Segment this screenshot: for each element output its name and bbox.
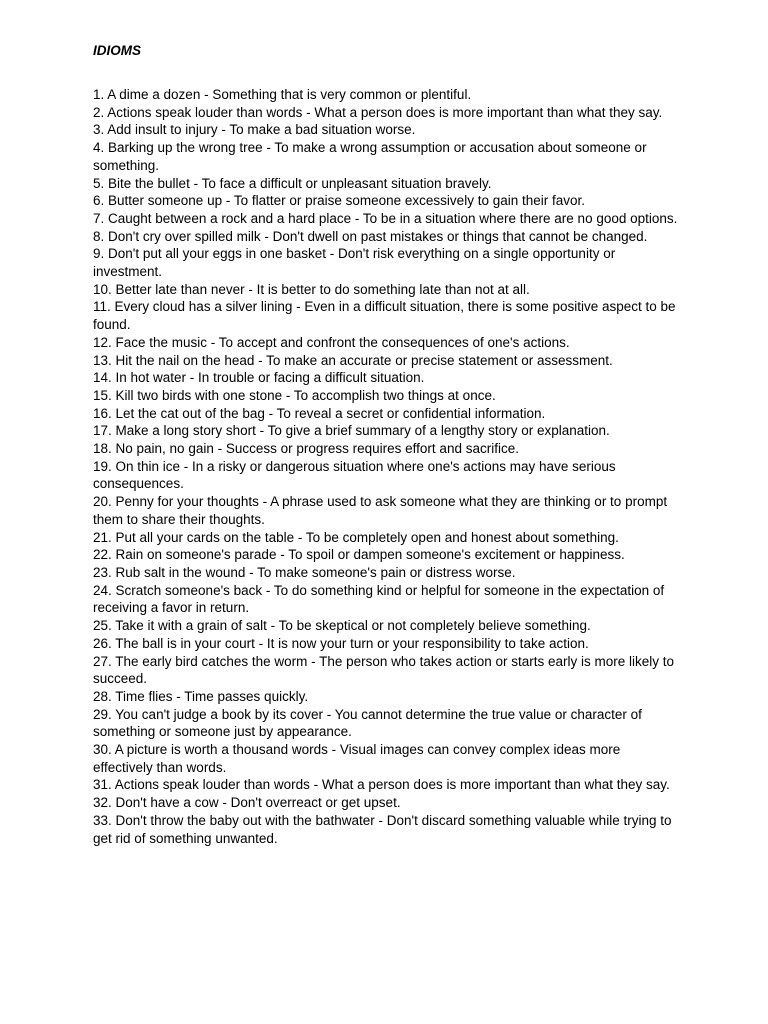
idiom-item: 21. Put all your cards on the table - To be completely open and honest about something. xyxy=(93,529,619,545)
idiom-item: 33. Don't throw the baby out with the bathwater - Don't discard something valuable while trying to get rid of something unwanted. xyxy=(93,812,672,846)
idiom-item: 1. A dime a dozen - Something that is very common or plentiful. xyxy=(93,87,472,102)
idiom-item: 12. Face the music - To accept and confront the consequences of one's actions. xyxy=(93,334,570,350)
idiom-item: 32. Don't have a cow - Don't overreact or get upset. xyxy=(93,795,401,811)
document-title: IDIOMS xyxy=(93,43,142,58)
idiom-item: 31. Actions speak louder than words - What a person does is more important than what they say. xyxy=(93,777,670,793)
idiom-item: 7. Caught between a rock and a hard place - To be in a situation where there are no good options. xyxy=(93,210,678,226)
idiom-item: 19. On thin ice - In a risky or dangerous situation where one's actions may have serious consequences. xyxy=(93,458,616,492)
idiom-item: 5. Bite the bullet - To face a difficult or unpleasant situation bravely. xyxy=(93,175,492,191)
idiom-item: 11. Every cloud has a silver lining - Even in a difficult situation, there is some positive aspect to be found. xyxy=(93,299,676,333)
idiom-item: 9. Don't put all your eggs in one basket - Don't risk everything on a single opportunity or investment. xyxy=(93,246,616,280)
idiom-item: 22. Rain on someone's parade - To spoil or dampen someone's excitement or happiness. xyxy=(93,547,625,563)
idiom-item: 16. Let the cat out of the bag - To reveal a secret or confidential information. xyxy=(93,405,546,421)
idiom-item: 10. Better late than never - It is better to do something late than not at all. xyxy=(93,281,530,297)
idiom-item: 4. Barking up the wrong tree - To make a wrong assumption or accusation about someone or something. xyxy=(93,140,647,173)
idiom-item: 2. Actions speak louder than words - What a person does is more important than what they say. xyxy=(93,104,663,120)
idiom-item: 15. Kill two birds with one stone - To accomplish two things at once. xyxy=(93,387,496,403)
idiom-item: 29. You can't judge a book by its cover - You cannot determine the true value or character of something or someone just by appearance. xyxy=(93,706,642,740)
idiom-item: 13. Hit the nail on the head - To make an accurate or precise statement or assessment. xyxy=(93,352,613,368)
idiom-item: 25. Take it with a grain of salt - To be skeptical or not completely believe something. xyxy=(93,618,591,634)
idiom-item: 26. The ball is in your court - It is now your turn or your responsibility to take action. xyxy=(93,635,589,651)
idiom-item: 8. Don't cry over spilled milk - Don't dwell on past mistakes or things that cannot be changed. xyxy=(93,228,648,244)
idiom-item: 14. In hot water - In trouble or facing a difficult situation. xyxy=(93,370,425,386)
idiom-item: 28. Time flies - Time passes quickly. xyxy=(93,688,309,704)
idiom-item: 3. Add insult to injury - To make a bad situation worse. xyxy=(93,122,416,138)
idiom-list xyxy=(93,86,683,847)
idiom-item: 6. Butter someone up - To flatter or praise someone excessively to gain their favor. xyxy=(93,193,586,209)
idiom-item: 20. Penny for your thoughts - A phrase used to ask someone what they are thinking or to prompt them to share their thoughts. xyxy=(93,494,668,527)
idiom-item: 30. A picture is worth a thousand words - Visual images can convey complex ideas more effectively than words. xyxy=(93,742,621,775)
idiom-item: 18. No pain, no gain - Success or progress requires effort and sacrifice. xyxy=(93,441,519,457)
idiom-item: 23. Rub salt in the wound - To make someone's pain or distress worse. xyxy=(93,564,516,580)
idiom-item: 24. Scratch someone's back - To do something kind or helpful for someone in the expectation of receiving a favor in return. xyxy=(93,582,665,616)
idiom-item: 27. The early bird catches the worm - The person who takes action or starts early is more likely to succeed. xyxy=(93,653,675,687)
idiom-item: 17. Make a long story short - To give a brief summary of a lengthy story or explanation. xyxy=(93,423,610,439)
